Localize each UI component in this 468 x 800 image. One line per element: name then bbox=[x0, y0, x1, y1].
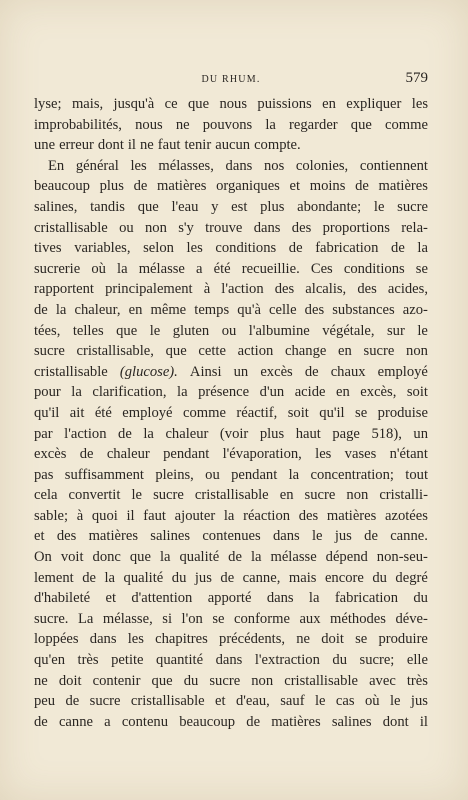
text-line: cela convertit le sucre cristallisable en sucre non cristalli- bbox=[34, 487, 428, 504]
running-title: DU RHUM. bbox=[201, 74, 261, 85]
body-text bbox=[34, 94, 428, 732]
text-line: qu'il ait été employé comme réactif, soit qu'il se produise bbox=[34, 404, 428, 421]
text-line: qu'en très petite quantité dans l'extraction du sucre; elle bbox=[34, 652, 428, 669]
text-line: rapportent principalement à l'action des alcalis, des acides, bbox=[34, 281, 428, 298]
page-header bbox=[34, 70, 428, 88]
text-line: pas suffisamment pleins, ou pendant la concentration; tout bbox=[34, 466, 428, 483]
text-line: cristallisable (glucose). Ainsi un excès de chaux employé bbox=[34, 363, 428, 380]
text-line: d'habileté et d'attention apporté dans la fabrication du bbox=[34, 590, 428, 607]
text-line: improbabilités, nous ne pouvons la regarder que comme bbox=[34, 116, 428, 133]
text-line: sable; à quoi il faut ajouter la réaction des matières azotées bbox=[34, 507, 428, 524]
text-line: par l'action de la chaleur (voir plus haut page 518), un bbox=[34, 425, 428, 442]
text-line: lyse; mais, jusqu'à ce que nous puissions en expliquer les bbox=[34, 96, 428, 112]
text-line: sucrerie où la mélasse a été recueillie. Ces conditions se bbox=[34, 260, 428, 277]
text-line: de canne a contenu beaucoup de matières salines dont il bbox=[34, 713, 428, 730]
text-line: En général les mélasses, dans nos colonies, contiennent bbox=[48, 157, 428, 174]
text-line: salines, tandis que l'eau y est plus abondante; le sucre bbox=[34, 198, 428, 215]
text-line: pour la clarification, la présence d'un acide en excès, soit bbox=[34, 384, 428, 401]
text-line: sucre cristallisable, que cette action change en sucre non bbox=[34, 343, 428, 360]
text-line: lement de la qualité du jus de canne, mais encore du degré bbox=[34, 569, 428, 586]
text-line: cristallisable ou non s'y trouve dans des proportions rela- bbox=[34, 219, 428, 236]
text-line: ne doit contenir que du sucre non cristallisable avec très bbox=[34, 672, 428, 689]
text-line: On voit donc que la qualité de la mélasse dépend non-seu- bbox=[34, 549, 428, 566]
text-line: et des matières salines contenues dans le jus de canne. bbox=[34, 528, 428, 545]
text-line: une erreur dont il ne faut tenir aucun compte. bbox=[34, 137, 301, 154]
text-line: peu de sucre cristallisable et d'eau, sauf le cas où le jus bbox=[34, 693, 428, 710]
page-number: 579 bbox=[405, 70, 428, 86]
text-line: tives variables, selon les conditions de fabrication de la bbox=[34, 240, 428, 257]
text-line: sucre. La mélasse, si l'on se conforme aux méthodes déve- bbox=[34, 610, 428, 627]
text-line: excès de chaleur pendant l'évaporation, les vases n'étant bbox=[34, 446, 428, 463]
text-line: tées, telles que le gluten ou l'albumine végétale, sur le bbox=[34, 322, 428, 339]
text-line: loppées dans les chapitres précédents, ne doit se produire bbox=[34, 631, 428, 648]
text-line: de la chaleur, en même temps qu'à celle des substances azo- bbox=[34, 301, 428, 318]
text-line: beaucoup plus de matières organiques et moins de matières bbox=[34, 178, 428, 195]
